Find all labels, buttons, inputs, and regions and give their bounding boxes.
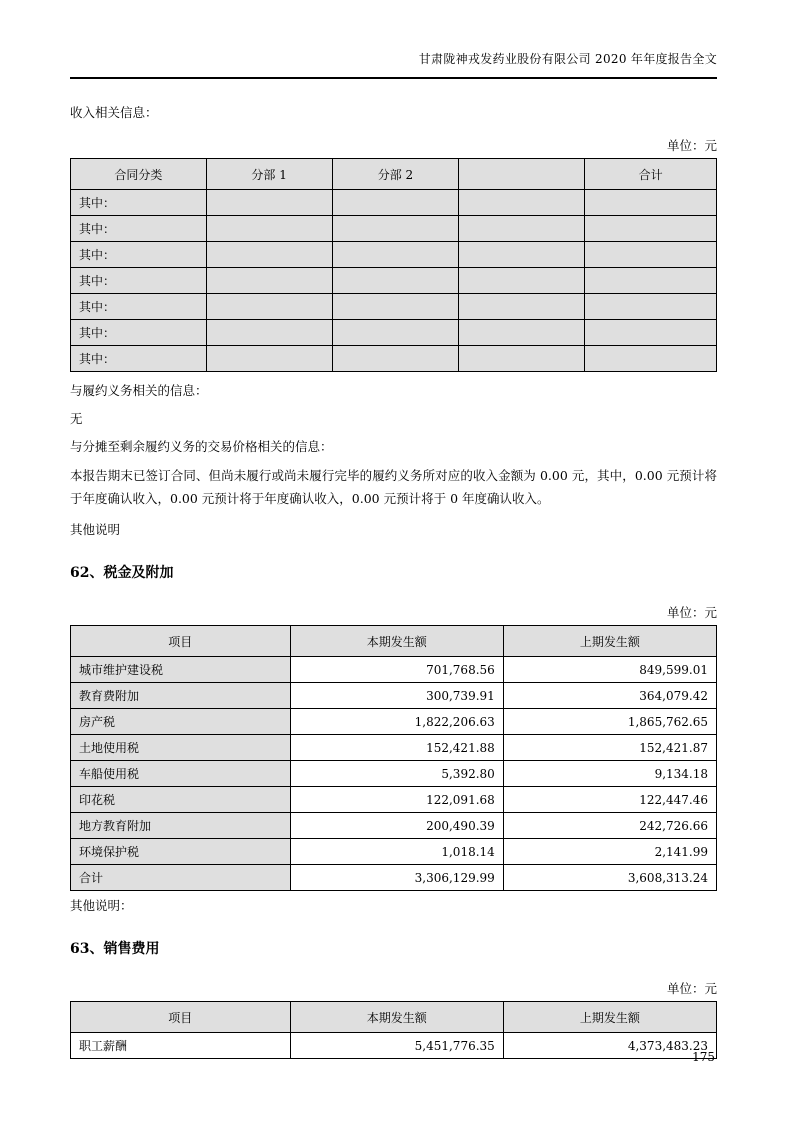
column-header: 项目: [71, 1002, 291, 1033]
table-cell: 122,091.68: [290, 787, 503, 813]
column-header: 项目: [71, 626, 291, 657]
table-header-row: [71, 626, 717, 657]
table-cell: [332, 346, 459, 372]
table-cell: 701,768.56: [290, 657, 503, 683]
column-header: 分部 1: [206, 159, 332, 190]
table-cell: [585, 242, 717, 268]
table-cell: [332, 242, 459, 268]
table-header-row: [71, 159, 717, 190]
table-row: [71, 346, 717, 372]
table-row: [71, 813, 717, 839]
table-cell: 152,421.88: [290, 735, 503, 761]
table-cell: [459, 320, 585, 346]
table-cell: 1,018.14: [290, 839, 503, 865]
table-cell: [206, 320, 332, 346]
table-row: [71, 735, 717, 761]
table-cell: 其中：: [71, 190, 207, 216]
table-cell: 152,421.87: [503, 735, 716, 761]
revenue-info-label: 收入相关信息：: [70, 105, 158, 120]
table-cell: [585, 346, 717, 372]
table-row: [71, 1033, 717, 1059]
table-cell: [585, 190, 717, 216]
table-cell: 合计: [71, 865, 291, 891]
table-cell: [332, 268, 459, 294]
column-header: [459, 159, 585, 190]
table-cell: 849,599.01: [503, 657, 716, 683]
report-title-header: 甘肃陇神戎发药业股份有限公司 2020 年年度报告全文: [70, 50, 717, 79]
table-cell: [332, 216, 459, 242]
table-cell: [332, 294, 459, 320]
table-header-row: [71, 159, 717, 190]
table-cell: 职工薪酬: [71, 1033, 291, 1059]
column-header: 分部 2: [332, 159, 459, 190]
selling-expenses-table: [70, 1001, 717, 1059]
table-cell: 车船使用税: [71, 761, 291, 787]
table-cell: [332, 320, 459, 346]
table-cell: [206, 346, 332, 372]
table-row: [71, 709, 717, 735]
section-63-heading: 63、销售费用: [70, 941, 160, 957]
table-cell: 教育费附加: [71, 683, 291, 709]
table-cell: [585, 294, 717, 320]
table-cell: [585, 216, 717, 242]
table-header-row: [71, 626, 717, 657]
table-row: [71, 657, 717, 683]
table-cell: 房产税: [71, 709, 291, 735]
table-row: [71, 294, 717, 320]
table-row: [71, 839, 717, 865]
table-row: [71, 865, 717, 891]
table-cell: 1,822,206.63: [290, 709, 503, 735]
table-cell: 其中：: [71, 216, 207, 242]
table-cell: [206, 242, 332, 268]
section-62-heading: 62、税金及附加: [70, 565, 174, 581]
performance-obligation-note: 与履约义务相关的信息：: [70, 383, 208, 398]
table-cell: 200,490.39: [290, 813, 503, 839]
table-row: [71, 268, 717, 294]
table-cell: 其中：: [71, 346, 207, 372]
contract-classification-table: [70, 158, 717, 372]
table-cell: 环境保护税: [71, 839, 291, 865]
table-cell: 3,608,313.24: [503, 865, 716, 891]
table-cell: 5,392.80: [290, 761, 503, 787]
revenue-recognition-paragraph: 本报告期末已签订合同、但尚未履行或尚未履行完毕的履约义务所对应的收入金额为 0.00 元，其中，0.00 元预计将于年度确认收入，0.00 元预计将于年度确认收入，0.00 元预计将于 0 年度确认收入。: [70, 468, 717, 506]
table-cell: 地方教育附加: [71, 813, 291, 839]
table-cell: [206, 268, 332, 294]
table-cell: 5,451,776.35: [290, 1033, 503, 1059]
table-cell: 印花税: [71, 787, 291, 813]
table-row: [71, 683, 717, 709]
table-row: [71, 761, 717, 787]
column-header: 上期发生额: [503, 1002, 716, 1033]
table-header-row: [71, 1002, 717, 1033]
table-cell: [332, 190, 459, 216]
table-row: [71, 190, 717, 216]
page-number: 175: [692, 1050, 715, 1064]
table-cell: 122,447.46: [503, 787, 716, 813]
taxes-surcharges-table: [70, 625, 717, 891]
table-cell: 2,141.99: [503, 839, 716, 865]
table-cell: 1,865,762.65: [503, 709, 716, 735]
table-cell: [206, 190, 332, 216]
none-note: 无: [70, 411, 83, 426]
column-header: 本期发生额: [290, 1002, 503, 1033]
table-row: [71, 216, 717, 242]
table-cell: [585, 320, 717, 346]
table-cell: [459, 346, 585, 372]
table-row: [71, 320, 717, 346]
table-cell: 300,739.91: [290, 683, 503, 709]
other-notes-label: 其他说明: [70, 522, 121, 537]
column-header: 上期发生额: [503, 626, 716, 657]
table-cell: 其中：: [71, 268, 207, 294]
column-header: 合同分类: [71, 159, 207, 190]
column-header: 本期发生额: [290, 626, 503, 657]
table-cell: 其中：: [71, 294, 207, 320]
unit-label: 单位：元: [666, 981, 717, 996]
table-row: [71, 242, 717, 268]
table-cell: 土地使用税: [71, 735, 291, 761]
table-cell: 9,134.18: [503, 761, 716, 787]
table-cell: [206, 294, 332, 320]
table-cell: 城市维护建设税: [71, 657, 291, 683]
table-cell: 4,373,483.23: [503, 1033, 716, 1059]
table-cell: [585, 268, 717, 294]
table-cell: 242,726.66: [503, 813, 716, 839]
table-cell: 其中：: [71, 242, 207, 268]
table-header-row: [71, 1002, 717, 1033]
table-cell: 364,079.42: [503, 683, 716, 709]
remaining-obligation-note: 与分摊至剩余履约义务的交易价格相关的信息：: [70, 439, 333, 454]
table-cell: [206, 216, 332, 242]
table-cell: [459, 190, 585, 216]
table-cell: [459, 268, 585, 294]
unit-label: 单位：元: [666, 138, 717, 153]
table-cell: [459, 216, 585, 242]
column-header: 合计: [585, 159, 717, 190]
other-notes-label-2: 其他说明：: [70, 898, 133, 913]
table-cell: 3,306,129.99: [290, 865, 503, 891]
table-cell: [459, 242, 585, 268]
unit-label: 单位：元: [666, 605, 717, 620]
table-cell: 其中：: [71, 320, 207, 346]
table-row: [71, 787, 717, 813]
table-cell: [459, 294, 585, 320]
